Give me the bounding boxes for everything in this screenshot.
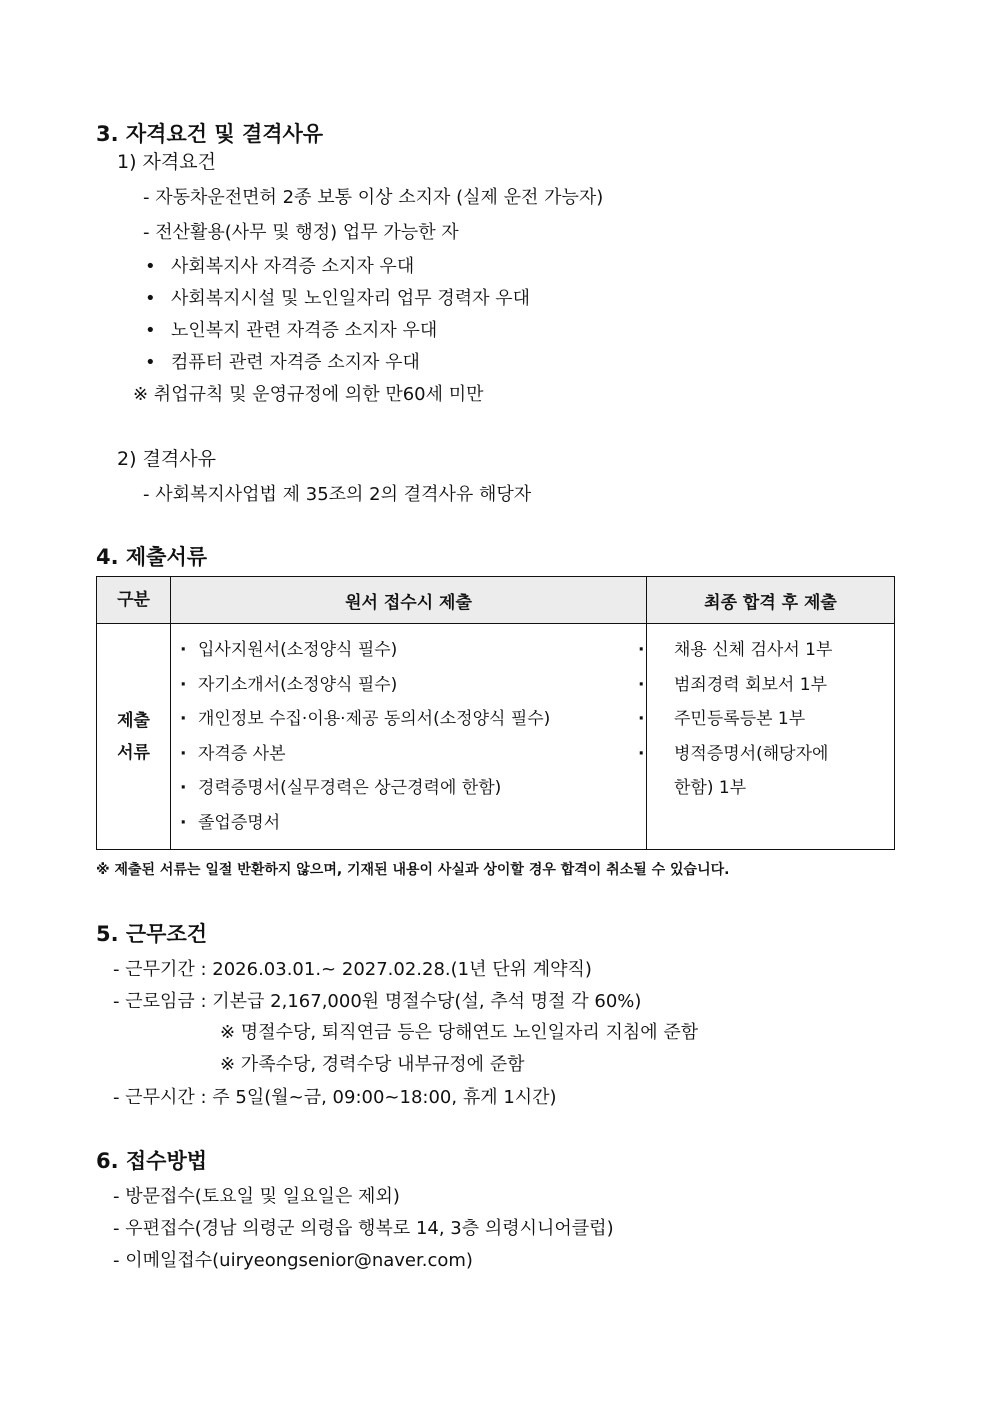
age-note: ※ 취업규칙 및 운영규정에 의한 만60세 미만 — [133, 384, 484, 405]
bullet-icon: • — [145, 256, 156, 277]
bullet-icon: • — [145, 352, 156, 373]
list-item: · 채용 신체 검사서 1부 — [656, 633, 843, 668]
section5-heading: 5. 근무조건 — [96, 922, 208, 946]
application-method: - 방문접수(토요일 및 일요일은 제외) — [113, 1186, 400, 1207]
preference-text: 컴퓨터 관련 자격증 소지자 우대 — [171, 352, 420, 373]
list-item: · 범죄경력 회보서 1부 — [656, 668, 843, 703]
list-item: · 개인정보 수집·이용·제공 동의서(소정양식 필수) — [180, 702, 645, 737]
header-category: 구분 — [97, 577, 171, 624]
preference-item — [145, 252, 414, 278]
preference-item — [145, 284, 530, 310]
disqualification-subheading: 2) 결격사유 — [117, 448, 216, 470]
work-wage: - 근로임금 : 기본급 2,167,000원 명절수당(설, 추석 명절 각 60%) — [113, 991, 642, 1012]
list-item: · 졸업증명서 — [180, 806, 645, 841]
list-item: · 병적증명서(해당자에 한함) 1부 — [656, 737, 843, 806]
requirement-item: - 자동차운전면허 2종 보통 이상 소지자 (실제 운전 가능자) — [143, 187, 604, 208]
category-cell — [97, 624, 171, 850]
wage-note: ※ 가족수당, 경력수당 내부규정에 준함 — [220, 1054, 525, 1075]
application-docs-cell — [171, 624, 647, 850]
preference-text: 노인복지 관련 자격증 소지자 우대 — [171, 320, 438, 341]
list-item: · 입사지원서(소정양식 필수) — [180, 633, 645, 668]
preference-item — [145, 316, 437, 342]
preference-item — [145, 348, 420, 374]
table-row — [97, 624, 895, 850]
return-notice: ※ 제출된 서류는 일절 반환하지 않으며, 기재된 내용이 사실과 상이할 경우 합격이 취소될 수 있습니다. — [96, 862, 730, 878]
final-docs-cell — [647, 624, 895, 850]
work-period: - 근무기간 : 2026.03.01.~ 2027.02.28.(1년 단위 계약직) — [113, 959, 592, 980]
work-hours: - 근무시간 : 주 5일(월~금, 09:00~18:00, 휴게 1시간) — [113, 1087, 557, 1108]
bullet-icon: • — [145, 288, 156, 309]
disqualification-item: - 사회복지사업법 제 35조의 2의 결격사유 해당자 — [143, 484, 532, 505]
wage-note: ※ 명절수당, 퇴직연금 등은 당해연도 노인일자리 지침에 준함 — [220, 1022, 699, 1043]
list-item: · 경력증명서(실무경력은 상근경력에 한함) — [180, 771, 645, 806]
application-method: - 이메일접수(uiryeongsenior@naver.com) — [113, 1250, 473, 1271]
preference-text: 사회복지시설 및 노인일자리 업무 경력자 우대 — [171, 288, 530, 309]
header-application: 원서 접수시 제출 — [171, 577, 647, 624]
application-method: - 우편접수(경남 의령군 의령읍 행복로 14, 3층 의령시니어클럽) — [113, 1218, 614, 1239]
table-header-row — [97, 577, 895, 624]
bullet-icon: • — [145, 320, 156, 341]
section3-heading: 3. 자격요건 및 결격사유 — [96, 122, 324, 146]
list-item: · 자기소개서(소정양식 필수) — [180, 668, 645, 703]
category-label: 서류 — [117, 742, 150, 763]
final-docs-list — [648, 625, 893, 814]
requirements-subheading: 1) 자격요건 — [117, 151, 216, 173]
preference-text: 사회복지사 자격증 소지자 우대 — [171, 256, 415, 277]
list-item: · 주민등록등본 1부 — [656, 702, 843, 737]
section4-heading: 4. 제출서류 — [96, 545, 208, 569]
section6-heading: 6. 접수방법 — [96, 1149, 208, 1173]
documents-table — [96, 576, 895, 850]
requirement-item: - 전산활용(사무 및 행정) 업무 가능한 자 — [143, 222, 459, 243]
header-final: 최종 합격 후 제출 — [647, 577, 895, 624]
list-item: · 자격증 사본 — [180, 737, 645, 772]
application-docs-list — [172, 625, 645, 848]
category-label: 제출 — [117, 710, 150, 731]
